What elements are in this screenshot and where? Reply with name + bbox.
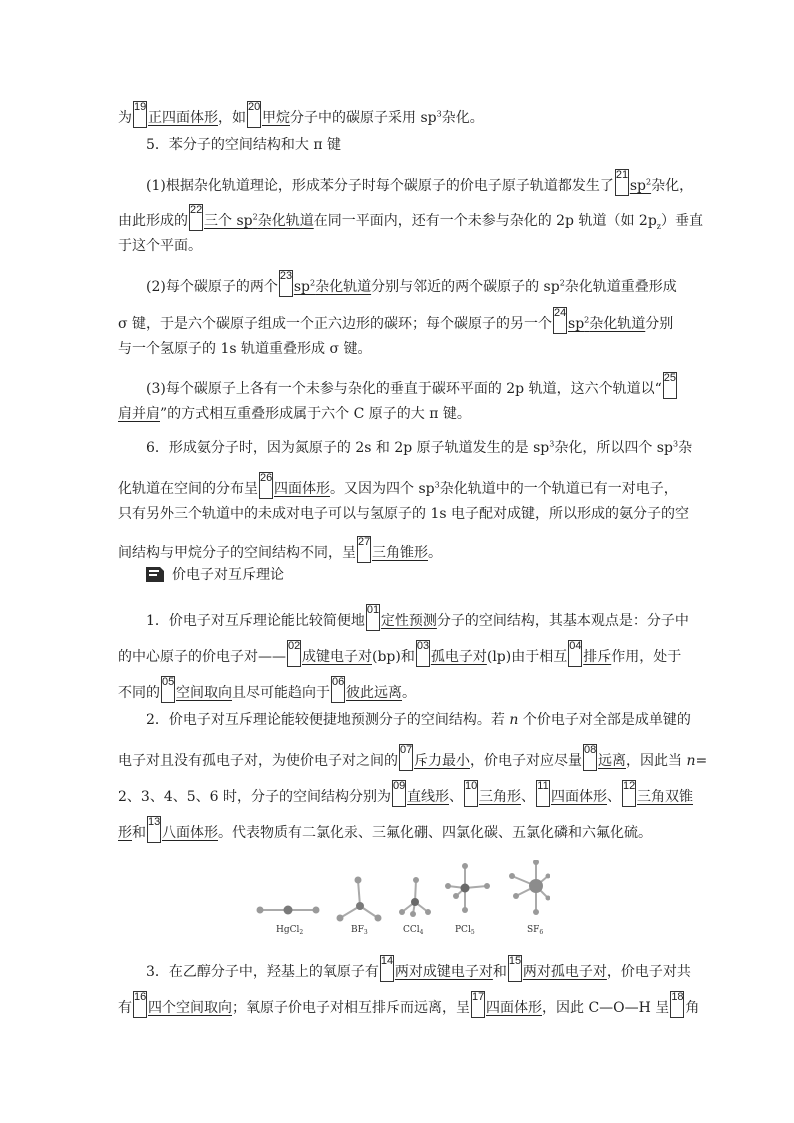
- answer-box: [670, 991, 684, 1018]
- answer-text: 八面体形: [162, 825, 218, 841]
- text-line: [146, 438, 692, 458]
- answer-text: [568, 316, 645, 332]
- superscript: 3: [434, 480, 440, 490]
- section-heading: 5．苯分子的空间结构和大 π 键: [146, 137, 342, 153]
- answer-number: 21: [615, 169, 629, 181]
- answer-number: 16: [134, 991, 147, 1003]
- text-line: [146, 372, 678, 397]
- answer-number: 08: [584, 744, 597, 756]
- section-title: 价电子对互斥理论: [172, 567, 284, 583]
- answer-text: [294, 279, 371, 295]
- subscript: z: [656, 221, 662, 231]
- answer-text: 两对成键电子对: [394, 964, 493, 980]
- answer-number: 22: [190, 204, 203, 216]
- answer-number: 04: [569, 640, 582, 652]
- answer-box: [464, 780, 478, 807]
- answer-text: 斥力最小: [414, 753, 470, 769]
- answer-box: [366, 604, 380, 631]
- text-line: [146, 270, 677, 295]
- text-line: [118, 676, 416, 701]
- text: 分别: [645, 316, 674, 332]
- text: ，因此当: [626, 753, 687, 769]
- molecule-label: $BF_3$: [351, 925, 368, 936]
- superscript: 2: [252, 212, 258, 222]
- answer-box: [287, 640, 301, 667]
- answer-number: 13: [148, 816, 161, 828]
- text: ，因此 C—O—H 呈: [542, 1000, 670, 1016]
- superscript: 2: [559, 278, 565, 288]
- text: 角: [685, 1000, 700, 1016]
- text-line: 与一个氢原子的 1s 轨道重叠形成 σ 键。: [118, 341, 372, 357]
- answer-text: 定性预测: [380, 613, 437, 629]
- text-line: [118, 204, 704, 231]
- answer-box: [331, 676, 345, 703]
- text: 间结构与甲烷分子的空间结构不同，呈: [118, 545, 356, 561]
- text: ，如: [218, 110, 246, 126]
- text-line: [118, 744, 708, 769]
- text: 、: [521, 789, 535, 805]
- answer-number: 25: [663, 372, 677, 384]
- answer-text: 四面体形: [486, 1000, 542, 1016]
- molecule-label: HgCl$_2$: [276, 925, 304, 936]
- text-line: 只有另外三个轨道中的未成对电子可以与氢原子的 1s 电子配对成键，所以形成的氨分子的空: [118, 506, 689, 522]
- answer-number: 03: [416, 640, 430, 652]
- text: 杂化轨道重叠形成: [564, 279, 677, 295]
- text: 6．形成氨分子时，因为氮原子的 2s 和 2p 原子轨道发生的是 sp: [146, 440, 550, 456]
- molecule-geometry-figure: [250, 860, 550, 940]
- answer-text: [630, 178, 651, 194]
- text: ）垂直: [661, 213, 704, 229]
- answer-box: [471, 991, 485, 1018]
- answer-number: 07: [400, 744, 413, 756]
- answer-text: 远离: [598, 753, 626, 769]
- sf6-model: [509, 860, 550, 915]
- answer-text: 三角形: [479, 789, 521, 805]
- answer-text: 直线形: [407, 789, 449, 805]
- text: 1．价电子对互斥理论能比较简便地: [146, 613, 365, 629]
- text: 和: [492, 964, 507, 980]
- text-line: [146, 710, 691, 730]
- document-icon: [146, 566, 164, 582]
- answer-box: [189, 204, 203, 231]
- answer-text: 彼此远离: [346, 685, 402, 701]
- molecule-label: PCl$_5$: [455, 925, 475, 936]
- text: =: [695, 753, 708, 769]
- text-line: [146, 169, 694, 194]
- text: 为: [118, 110, 132, 126]
- text: (1)根据杂化轨道理论，形成苯分子时每个碳原子的价电子原子轨道都发生了: [146, 178, 614, 194]
- text: 杂化轨道: [589, 316, 646, 332]
- text: (lp)由于相互: [486, 649, 568, 665]
- text: 。代表物质有二氯化汞、三氟化硼、四氯化碳、五氯化磷和六氟化硫。: [218, 825, 652, 841]
- answer-number: 19: [134, 101, 147, 113]
- text: 化轨道在空间的分布呈: [118, 481, 258, 497]
- text: sp: [629, 178, 646, 194]
- text: 杂: [678, 440, 693, 456]
- text: ，价电子对共: [606, 964, 691, 980]
- answer-number: 05: [162, 676, 175, 688]
- answer-text: 三角锥形: [372, 545, 428, 561]
- pcl5-model: [445, 863, 490, 913]
- text: ”的方式相互重叠形成属于六个 C 原子的大 π 键。: [160, 406, 471, 422]
- text-line: [118, 101, 484, 126]
- text-line: [146, 604, 689, 629]
- answer-number: 27: [358, 536, 371, 548]
- superscript: 3: [549, 439, 555, 449]
- text-line: [118, 780, 693, 805]
- text: 杂化，所以四个 sp: [554, 440, 673, 456]
- text-line: [118, 536, 442, 561]
- text-line: [118, 991, 700, 1016]
- molecule-label: $SF_6$: [527, 925, 544, 936]
- molecule-label: CCl$_4$: [403, 925, 424, 936]
- answer-box: [568, 640, 582, 667]
- hgcl2-model: [257, 906, 320, 915]
- text-line: [118, 816, 652, 841]
- answer-box: [133, 991, 147, 1018]
- answer-number: 06: [332, 676, 345, 688]
- answer-number: 18: [671, 991, 684, 1003]
- answer-box: [416, 640, 430, 667]
- superscript: 3: [436, 109, 442, 119]
- text: 分子中的碳原子采用 sp: [290, 110, 437, 126]
- text: sp: [293, 279, 310, 295]
- text: 。又因为四个 sp: [330, 481, 435, 497]
- answer-box: [508, 955, 522, 982]
- text: 的中心原子的价电子对——: [118, 649, 286, 665]
- answer-text: [204, 213, 314, 229]
- text-line: [118, 640, 682, 665]
- text: ，价电子对应尽量: [470, 753, 582, 769]
- text: 个价电子对全部是成单键的: [518, 712, 691, 728]
- text: 分别与邻近的两个碳原子的 sp: [371, 279, 560, 295]
- text: 、: [607, 789, 621, 805]
- ccl4-model: [399, 877, 431, 917]
- text: 3．在乙醇分子中，羟基上的氧原子有: [146, 964, 379, 980]
- text: 在同一平面内，还有一个未参与杂化的 2p 轨道（如 2p: [313, 213, 657, 229]
- answer-text: 排斥: [583, 649, 612, 665]
- answer-box: [133, 101, 147, 128]
- text: (bp)和: [372, 649, 415, 665]
- text: 杂化。: [441, 110, 484, 126]
- answer-number: 26: [260, 472, 273, 484]
- answer-box: [622, 780, 636, 807]
- answer-number: 14: [380, 955, 394, 967]
- superscript: 2: [584, 315, 590, 325]
- text: 。: [428, 545, 442, 561]
- text: 2．价电子对互斥理论能较便捷地预测分子的空间结构。若: [146, 712, 510, 728]
- text: 、: [449, 789, 463, 805]
- answer-text: 孤电子对: [430, 649, 487, 665]
- answer-text: 四面体形: [274, 481, 330, 497]
- answer-box: [553, 307, 567, 334]
- text-line: [146, 955, 691, 980]
- text-line: 于这个平面。: [118, 238, 202, 254]
- superscript: 2: [310, 278, 316, 288]
- answer-number: 11: [537, 780, 549, 792]
- text-line: [118, 307, 674, 332]
- answer-box: [536, 780, 550, 807]
- answer-box: [663, 372, 677, 399]
- answer-number: 01: [366, 604, 380, 616]
- answer-number: 09: [393, 780, 406, 792]
- answer-text: 甲烷: [262, 110, 290, 126]
- answer-number: 23: [279, 270, 293, 282]
- answer-text: 三角双锥: [637, 789, 693, 805]
- text: 2、3、4、5、6 时，分子的空间结构分别为: [118, 789, 391, 805]
- answer-box: [399, 744, 413, 771]
- text: 三个 sp: [204, 213, 253, 229]
- variable: n: [686, 753, 696, 769]
- text: ；氧原子价电子对相互排斥而远离，呈: [232, 1000, 470, 1016]
- answer-box: [279, 270, 293, 297]
- variable: n: [509, 712, 519, 728]
- answer-number: 20: [248, 101, 261, 113]
- answer-text: 四个空间取向: [148, 1000, 232, 1016]
- answer-box: [161, 676, 175, 703]
- text-line: [118, 472, 678, 497]
- answer-text: 四面体形: [551, 789, 607, 805]
- answer-box: [247, 101, 261, 128]
- text: 杂化轨道: [315, 279, 372, 295]
- text: 有: [118, 1000, 132, 1016]
- answer-text: 正四面体形: [148, 110, 218, 126]
- text: 分子的空间结构，其基本观点是：分子中: [436, 613, 689, 629]
- answer-number: 15: [508, 955, 522, 967]
- text: 且尽可能趋向于: [232, 685, 330, 701]
- text: 杂化轨道中的一个轨道已有一对电子，: [439, 481, 678, 497]
- answer-text: 肩并肩: [118, 406, 160, 422]
- text: sp: [568, 316, 585, 332]
- text: 作用，处于: [611, 649, 682, 665]
- text: 。: [402, 685, 416, 701]
- answer-number: 24: [554, 307, 567, 319]
- answer-number: 02: [288, 640, 301, 652]
- text: 电子对且没有孤电子对，为使价电子对之间的: [118, 753, 398, 769]
- answer-number: 17: [472, 991, 485, 1003]
- answer-box: [380, 955, 394, 982]
- answer-text: 空间取向: [176, 685, 232, 701]
- text: (2)每个碳原子的两个: [146, 279, 278, 295]
- answer-number: 12: [623, 780, 636, 792]
- answer-box: [259, 472, 273, 499]
- answer-box: [615, 169, 629, 196]
- answer-box: [357, 536, 371, 563]
- answer-text: 形: [118, 825, 132, 841]
- text: (3)每个碳原子上各有一个未参与杂化的垂直于碳环平面的 2p 轨道，这六个轨道以“: [146, 381, 662, 397]
- answer-box: [583, 744, 597, 771]
- answer-box: [392, 780, 406, 807]
- text: 杂化轨道: [257, 213, 314, 229]
- text: 和: [132, 825, 146, 841]
- text: 杂化，: [651, 178, 694, 194]
- text: 由此形成的: [118, 213, 188, 229]
- answer-number: 10: [465, 780, 478, 792]
- bf3-model: [337, 877, 382, 922]
- answer-box: [147, 816, 161, 843]
- answer-text: 成键电子对: [302, 649, 372, 665]
- answer-text: 两对孤电子对: [522, 964, 607, 980]
- text-line: [118, 404, 471, 424]
- superscript: 3: [672, 439, 679, 449]
- text: σ 键，于是六个碳原子组成一个正六边形的碳环；每个碳原子的另一个: [118, 316, 553, 332]
- superscript: 2: [646, 177, 652, 187]
- text: 不同的: [118, 685, 160, 701]
